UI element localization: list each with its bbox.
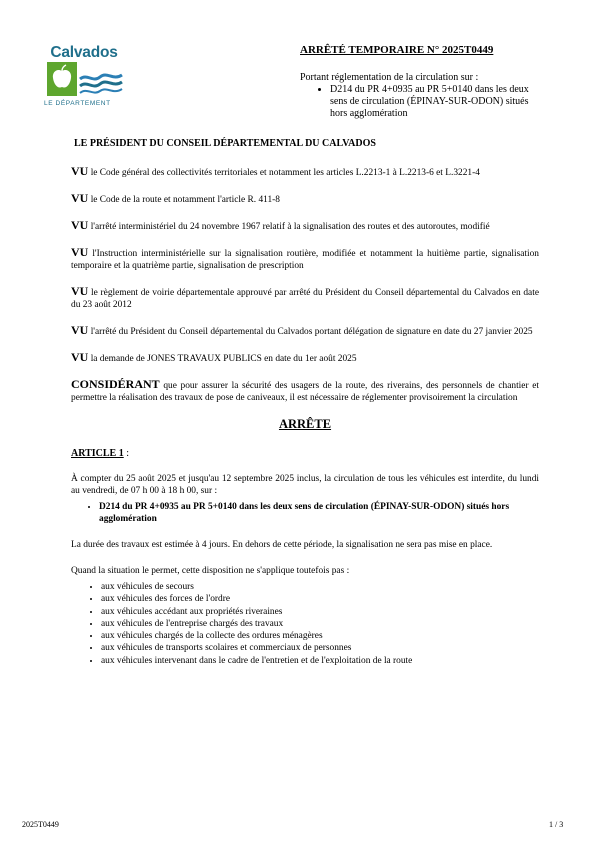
exception-item: • aux véhicules intervenant dans le cadre de l'entretien et de l'exploitation de la route	[101, 655, 539, 667]
exception-item: • aux véhicules de transports scolaires et commerciaux de personnes	[101, 642, 539, 654]
calvados-logo	[44, 44, 130, 108]
vu-keyword: VU	[71, 191, 89, 205]
vu-clause	[71, 324, 539, 338]
vu-keyword: VU	[71, 323, 89, 337]
vu-clause	[71, 351, 539, 365]
vu-clause	[71, 246, 539, 272]
vu-keyword: VU	[71, 284, 89, 298]
considerant-clause	[71, 378, 539, 404]
exception-item: • aux véhicules des forces de l'ordre	[101, 593, 539, 605]
article-1-label: ARTICLE 1	[71, 448, 124, 459]
article-1-suffix: :	[123, 448, 129, 459]
vu-keyword: VU	[71, 164, 89, 178]
exception-item: • aux véhicules accédant aux propriétés riveraines	[101, 606, 539, 618]
logo-title: Calvados	[50, 44, 118, 61]
vu-keyword: VU	[71, 245, 89, 259]
footer-reference: 2025T0449	[22, 820, 59, 829]
arrete-section-title: ARRÊTE	[278, 417, 332, 431]
calvados-emblem-icon	[47, 62, 123, 96]
header-road-list	[300, 84, 540, 120]
vu-clause	[71, 192, 539, 206]
exception-item: • aux véhicules de l'entreprise chargés des travaux	[101, 618, 539, 630]
vu-clause	[71, 219, 539, 233]
vu-text: le Code général des collectivités territoriales et notamment les articles L.2213-1 à L.2213-6 et L.3221-4	[88, 168, 480, 178]
vu-clause	[71, 285, 539, 311]
vu-clause	[71, 165, 539, 179]
vu-text: l'arrêté du Président du Conseil départemental du Calvados portant délégation de signature en date du 27 janvier 2025	[88, 327, 533, 337]
article-1-intro: À compter du 25 août 2025 et jusqu'au 12 septembre 2025 inclus, la circulation de tous les véhicules est interdite, du lundi au vendredi, de 07 h 00 à 18 h 00, sur :	[71, 474, 539, 496]
vu-text: le Code de la route et notamment l'article R. 411-8	[88, 195, 280, 205]
document-body	[71, 165, 539, 667]
considerant-text: que pour assurer la sécurité des usagers de la route, des riverains, des personnels de chantier et permettre la réalisation des travaux de pose de caniveaux, il est nécessaire de réglementer provisoirement la circulation	[71, 381, 539, 403]
vu-text: le règlement de voirie départementale approuvé par arrêté du Président du Conseil départemental du Calvados en date du 23 août 2012	[71, 288, 539, 310]
portant-text: Portant réglementation de la circulation sur :	[300, 72, 479, 83]
exceptions-list	[71, 581, 539, 667]
vu-text: la demande de JONES TRAVAUX PUBLICS en date du 1er août 2025	[88, 354, 357, 364]
exception-item: • aux véhicules chargés de la collecte des ordures ménagères	[101, 630, 539, 642]
vu-keyword: VU	[71, 350, 89, 364]
vu-keyword: VU	[71, 218, 89, 232]
article-1-duration: La durée des travaux est estimée à 4 jours. En dehors de cette période, la signalisation ne sera pas mise en place.	[71, 540, 493, 550]
vu-text: l'arrêté interministériel du 24 novembre 1967 relatif à la signalisation des routes et des autoroutes, modifié	[88, 222, 490, 232]
article-1-road-list	[71, 501, 539, 525]
considerant-keyword: CONSIDÉRANT	[71, 377, 160, 391]
footer-page-number: 1 / 3	[549, 820, 564, 829]
exception-item: • aux véhicules de secours	[101, 581, 539, 593]
article-1-road-item: • D214 du PR 4+0935 au PR 5+0140 dans les deux sens de circulation (ÉPINAY-SUR-ODON) situés hors agglomération	[99, 501, 539, 525]
arrete-title: ARRÊTÉ TEMPORAIRE N° 2025T0449	[300, 44, 494, 56]
vu-text: l'Instruction interministérielle sur la signalisation routière, modifiée et notamment la huitième partie, signalisation temporaire et la quatrième partie, signalisation de prescription	[71, 249, 539, 271]
article-1-exceptions-intro: Quand la situation le permet, cette disposition ne s'applique toutefois pas :	[71, 566, 350, 576]
header-road-item: • D214 du PR 4+0935 au PR 5+0140 dans les deux sens de circulation (ÉPINAY-SUR-ODON) situés hors agglomération	[330, 84, 540, 120]
arrete-header	[300, 44, 540, 120]
logo-subtitle: LE DÉPARTEMENT	[44, 100, 111, 107]
article-1-heading	[71, 448, 539, 459]
president-heading: LE PRÉSIDENT DU CONSEIL DÉPARTEMENTAL DU CALVADOS	[74, 138, 376, 149]
